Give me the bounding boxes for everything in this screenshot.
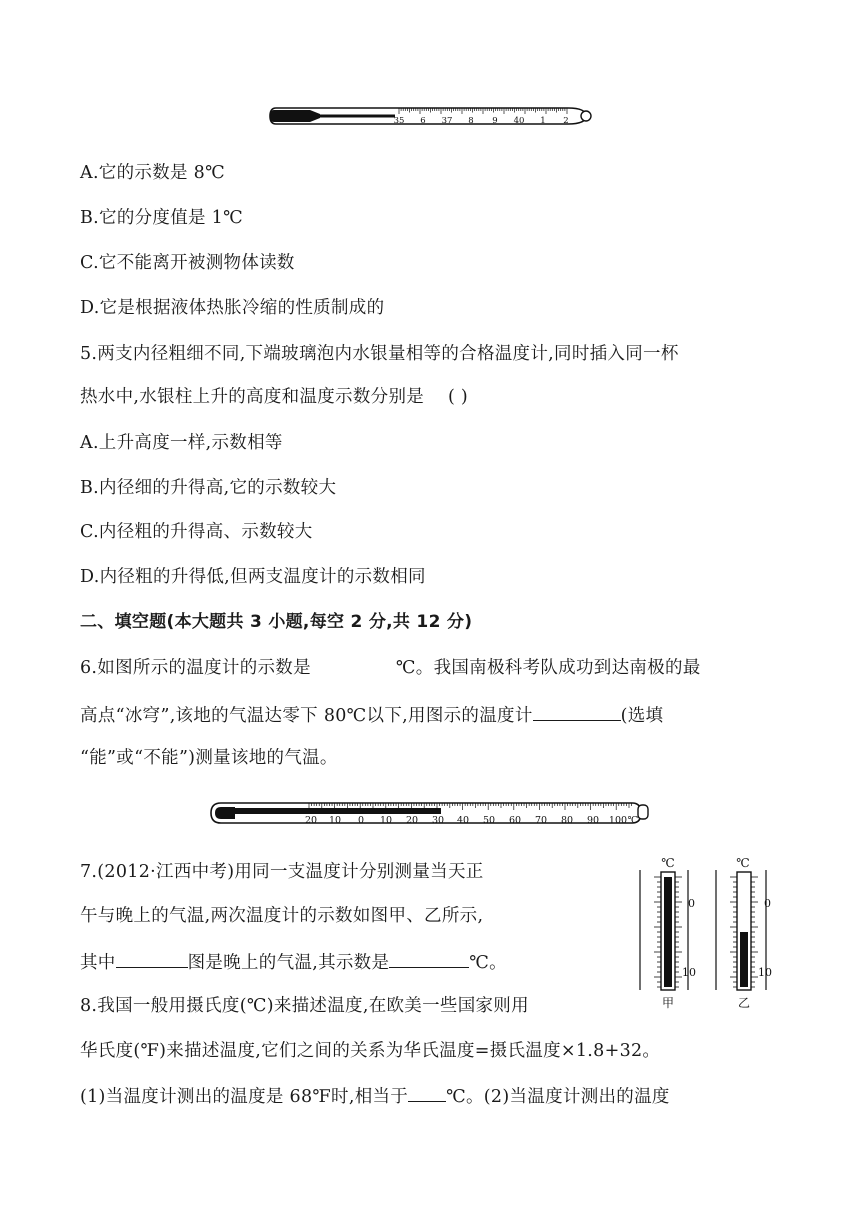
tick-label: 0 [688, 897, 695, 910]
two-thermometers-figure [630, 852, 790, 1012]
q6-line1 [80, 656, 701, 680]
tick-label: 60 [508, 815, 522, 826]
q7-line3 [80, 949, 507, 975]
tick-label: 6 [420, 116, 426, 126]
answer-blank [389, 949, 469, 968]
tick-label: 10 [758, 966, 772, 979]
tick-label: 90 [586, 815, 600, 826]
tick-label: 70 [534, 815, 548, 826]
q8-line3 [80, 1083, 670, 1109]
tick-label: 100 [608, 815, 628, 826]
tick-label: 35 [393, 116, 405, 126]
q5-stem-line2 [80, 385, 468, 409]
q4-option-b: B.它的分度值是 1℃ [80, 208, 243, 228]
tick-label: 40 [513, 116, 525, 126]
tick-label: 30 [431, 815, 445, 826]
tick-label: 20 [405, 815, 419, 826]
q7-text: 图是晚上的气温,其示数是 [187, 953, 390, 973]
q7-line2: 午与晚上的气温,两次温度计的示数如图甲、乙所示, [80, 906, 484, 926]
q8-line1: 8.我国一般用摄氏度(℃)来描述温度,在欧美一些国家则用 [80, 996, 529, 1016]
answer-blank [533, 702, 621, 721]
tick-label: 37 [441, 116, 453, 126]
tick-label: 2 [563, 116, 569, 126]
q8-text: ℃。(2)当温度计测出的温度 [446, 1087, 670, 1107]
tick-label: 1 [540, 116, 546, 126]
q5-option-d: D.内径粗的升得低,但两支温度计的示数相同 [80, 567, 426, 587]
tick-label: 80 [560, 815, 574, 826]
answer-blank [116, 949, 188, 968]
tick-label: 50 [482, 815, 496, 826]
q6-text: 高点“冰穹”,该地的气温达零下 80℃以下,用图示的温度计 [80, 706, 533, 726]
tick-label: 10 [328, 815, 342, 826]
unit-label: ℃ [661, 856, 675, 870]
q8-text: (1)当温度计测出的温度是 68℉时,相当于 [80, 1087, 409, 1107]
q6-text: 6.如图所示的温度计的示数是 [80, 658, 311, 678]
lab-thermometer-figure [207, 796, 657, 830]
tick-label: 9 [492, 116, 498, 126]
tick-label: ℃ [627, 815, 639, 826]
tick-label: 0 [357, 815, 365, 826]
q4-option-c: C.它不能离开被测物体读数 [80, 253, 295, 273]
figure-label-jia: 甲 [661, 996, 675, 1010]
q7-line1: 7.(2012·江西中考)用同一支温度计分别测量当天正 [80, 862, 484, 882]
q8-line2: 华氏度(℉)来描述温度,它们之间的关系为华氏温度=摄氏温度×1.8+32。 [80, 1041, 661, 1061]
tick-label: 10 [682, 966, 696, 979]
q6-line3: “能”或“不能”)测量该地的气温。 [80, 748, 338, 768]
tick-label: 40 [456, 815, 470, 826]
q5-stem-line1: 5.两支内径粗细不同,下端玻璃泡内水银量相等的合格温度计,同时插入同一杯 [80, 344, 679, 364]
q4-option-a: A.它的示数是 8℃ [80, 163, 225, 183]
q5-option-a: A.上升高度一样,示数相等 [80, 433, 283, 453]
q5-stem-text: 热水中,水银柱上升的高度和温度示数分别是 [80, 387, 425, 407]
section-heading: 二、填空题(本大题共 3 小题,每空 2 分,共 12 分) [80, 612, 473, 632]
q5-option-b: B.内径细的升得高,它的示数较大 [80, 478, 337, 498]
clinical-thermometer-figure [268, 100, 598, 132]
q5-option-c: C.内径粗的升得高、示数较大 [80, 522, 313, 542]
answer-parentheses: ( ) [447, 387, 469, 407]
tick-label: 20 [304, 815, 318, 826]
tick-label: 8 [468, 116, 474, 126]
q6-line2 [80, 702, 663, 728]
q7-text: ℃。 [469, 953, 507, 973]
q7-text: 其中 [80, 953, 116, 973]
q6-text: (选填 [620, 706, 664, 726]
figure-label-yi: 乙 [737, 996, 751, 1010]
tick-label: 10 [379, 815, 393, 826]
answer-blank [408, 1083, 446, 1102]
tick-label: 0 [764, 897, 771, 910]
q4-option-d: D.它是根据液体热胀冷缩的性质制成的 [80, 298, 385, 318]
q6-text: ℃。我国南极科考队成功到达南极的最 [395, 658, 701, 678]
unit-label: ℃ [736, 856, 750, 870]
